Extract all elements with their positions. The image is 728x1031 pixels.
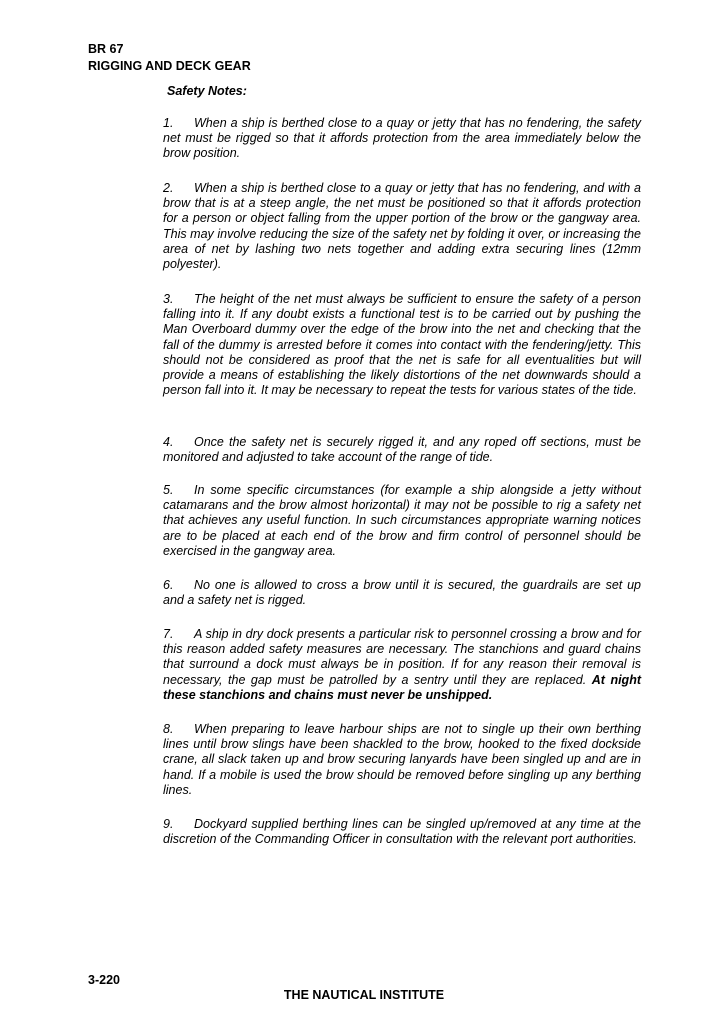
note-number: 6. <box>163 578 174 592</box>
note-3 <box>163 292 641 398</box>
note-text: The height of the net must always be sufficient to ensure the safety of a person falling into it. If any doubt exists a functional test is to be carried out by pushing the Man Overboard dummy over the edge of the brow into the net and checking that the fall of the dummy is arrested before it comes into contact with the fendering/jetty. This should not be considered as proof that the net is safe for all eventualities but will provide a means of establishing the likely distortions of the net downwards should a person fall into it. It may be necessary to repeat the tests for various states of the tide. <box>163 292 641 398</box>
footer-publisher: THE NAUTICAL INSTITUTE <box>283 988 445 1002</box>
note-7 <box>163 627 641 703</box>
note-6 <box>163 578 641 608</box>
note-1 <box>163 116 641 162</box>
note-5 <box>163 483 641 559</box>
note-2 <box>163 181 641 272</box>
note-number: 2. <box>163 181 174 195</box>
section-title: Safety Notes: <box>167 84 247 98</box>
note-text: Dockyard supplied berthing lines can be singled up/removed at any time at the discretion of the Commanding Officer in consultation with the relevant port authorities. <box>163 817 641 847</box>
doc-code: BR 67 <box>88 42 124 56</box>
note-text: A ship in dry dock presents a particular risk to personnel crossing a brow and for this reason added safety measures are necessary. The stanchions and guard chains that surround a dock must always be in position. If for any reason their removal is necessary, the gap must be patrolled by a sentry until they are replaced. <box>163 627 641 687</box>
note-number: 1. <box>163 116 174 130</box>
note-text: When preparing to leave harbour ships are not to single up their own berthing lines until brow slings have been shackled to the brow, hooked to the fixed dockside crane, all slack taken up and brow securing lanyards have been singled up and are in hand. If a mobile is used the brow should be removed before singling up any berthing lines. <box>163 722 641 797</box>
note-text: In some specific circumstances (for example a ship alongside a jetty without catamarans and the brow almost horizontal) it may not be possible to rig a safety net that achieves any useful function. In such circumstances appropriate warning notices are to be placed at each end of the brow and firm control of personnel should be exercised in the gangway area. <box>163 483 641 558</box>
document-header <box>88 41 251 75</box>
note-9 <box>163 817 641 847</box>
note-text: When a ship is berthed close to a quay or jetty that has no fendering, the safety net must be rigged so that it affords protection from the area immediately below the brow position. <box>163 116 641 161</box>
note-number: 3. <box>163 292 174 306</box>
note-number: 5. <box>163 483 174 497</box>
note-emphasis: At night these stanchions and chains must never be unshipped. <box>163 672 641 702</box>
note-4 <box>163 435 641 465</box>
note-number: 9. <box>163 817 174 831</box>
note-8 <box>163 722 641 798</box>
note-number: 8. <box>163 722 174 736</box>
note-text: Once the safety net is securely rigged it, and any roped off sections, must be monitored and adjusted to take account of the range of tide. <box>163 435 641 465</box>
page-number: 3-220 <box>88 973 120 987</box>
note-number: 4. <box>163 435 174 449</box>
note-number: 7. <box>163 627 174 641</box>
note-text: When a ship is berthed close to a quay or jetty that has no fendering, and with a brow that is at a steep angle, the net must be positioned so that it affords protection for a person or object falling from the upper portion of the brow or the gangway area. This may involve reducing the size of the safety net by folding it over, or increasing the area of net by lashing two nets together and adding extra securing lines (12mm polyester). <box>163 181 641 272</box>
doc-title: RIGGING AND DECK GEAR <box>88 59 251 73</box>
note-text: No one is allowed to cross a brow until it is secured, the guardrails are set up and a safety net is rigged. <box>163 578 641 608</box>
